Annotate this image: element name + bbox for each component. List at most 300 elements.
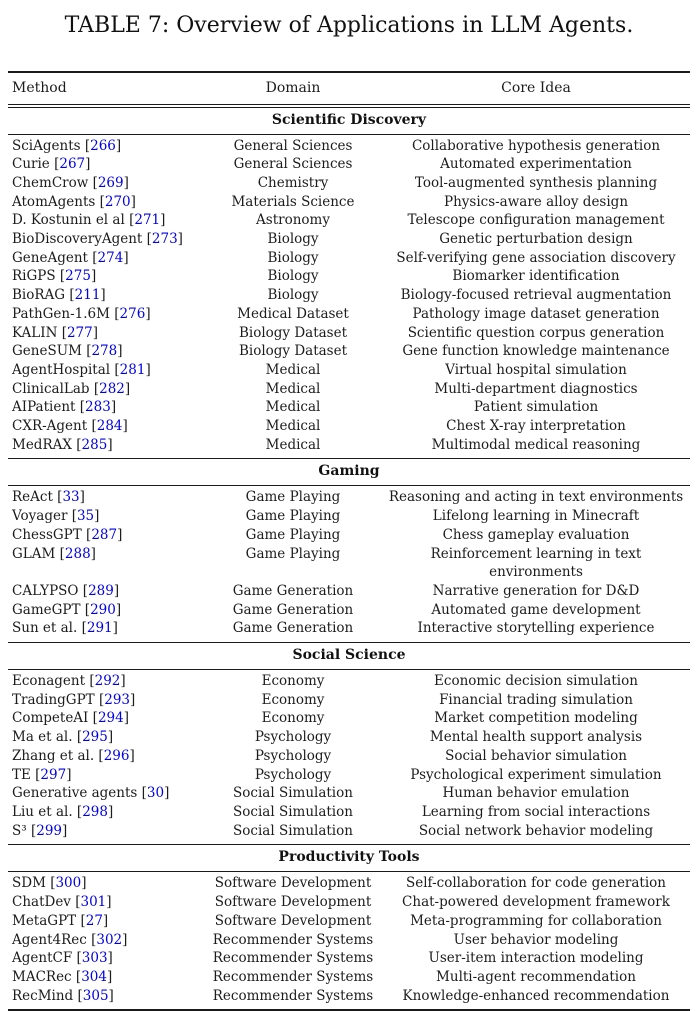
citation-link[interactable]: 273 [151,231,178,248]
method-name: GeneSUM [12,343,82,360]
cite-open-bracket: [ [72,804,83,820]
citation-link[interactable]: 285 [81,436,108,453]
method-cell [8,672,204,691]
domain-cell: Medical [265,436,321,453]
citation-link[interactable]: 296 [103,747,130,764]
cite-open-bracket: [ [110,361,120,378]
table-row [8,526,690,545]
cite-open-bracket: [ [86,931,97,948]
core-idea-cell: Multi-agent recommendation [436,968,636,985]
section-rows-social-science [8,670,690,844]
cite-open-bracket: [ [71,968,82,985]
citation-link[interactable]: 292 [94,673,121,690]
table-row [8,249,690,268]
cite-open-bracket: [ [94,747,104,764]
method-cell [8,893,204,912]
domain-cell: Software Development [214,912,372,929]
domain-cell: Economy [261,710,325,727]
core-idea-cell: Social network behavior modeling [418,822,654,839]
cite-close-bracket: ] [120,673,126,690]
cite-close-bracket: ] [122,931,128,948]
cite-close-bracket: ] [94,508,100,525]
method-cell [8,155,204,174]
cite-close-bracket: ] [130,193,136,210]
domain-cell: Medical [265,399,321,416]
cite-close-bracket: ] [81,875,87,892]
method-cell [8,874,204,893]
citation-link[interactable]: 305 [82,987,109,1004]
cite-close-bracket: ] [122,418,128,435]
cite-open-bracket: [ [45,875,56,892]
table-header-row [8,73,690,104]
citation-link[interactable]: 269 [97,174,124,191]
core-idea-cell: Psychological experiment simulation [410,766,662,783]
cite-close-bracket: ] [85,156,91,173]
core-idea-cell: Automated experimentation [440,156,632,173]
table-row [8,380,690,399]
core-idea-cell: Interactive storytelling experience [417,620,655,637]
domain-cell: Materials Science [231,193,355,210]
cite-close-bracket: ] [106,968,113,985]
cite-open-bracket: [ [30,766,41,783]
core-idea-cell: Knowledge-enhanced recommendation [402,987,670,1004]
cite-open-bracket: [ [70,894,81,911]
domain-cell: Psychology [254,766,332,783]
core-idea-cell: Multimodal medical reasoning [431,436,641,453]
method-cell [8,803,204,822]
cite-open-bracket: [ [26,822,37,839]
core-idea-cell: Chest X-ray interpretation [446,418,626,435]
core-idea-cell: Lifelong learning in Minecraft [432,508,640,525]
domain-cell: Medical Dataset [237,305,349,322]
method-cell [8,342,204,361]
method-name: ChatDev [12,894,71,911]
method-name: SciAgents [12,137,81,154]
cite-open-bracket: [ [81,343,92,360]
table-row [8,507,690,526]
table-row [8,931,690,950]
method-name: ChessGPT [12,526,82,543]
method-cell [8,193,204,212]
cite-open-bracket: [ [85,673,95,690]
method-cell [8,912,204,931]
table-row [8,417,690,436]
citation-link[interactable]: 288 [64,545,91,562]
method-cell [8,709,204,728]
core-idea-cell: Tool-augmented synthesis planning [414,174,658,191]
method-cell [8,137,204,156]
cite-close-bracket: ] [107,436,113,453]
table-row [8,342,690,361]
method-cell [8,784,204,803]
domain-cell: Astronomy [256,212,330,229]
core-idea-cell: Patient simulation [473,399,599,416]
cite-open-bracket: [ [52,489,63,506]
method-cell [8,691,204,710]
citation-link[interactable]: 282 [99,380,125,397]
citation-link[interactable]: 266 [90,137,116,154]
core-idea-cell: Reinforcement learning in text environments [430,545,642,581]
citation-link[interactable]: 267 [59,156,86,173]
method-cell [8,324,204,343]
cite-open-bracket: [ [55,268,66,285]
cite-close-bracket: ] [102,912,109,929]
cite-close-bracket: ] [145,361,151,378]
method-cell [8,931,204,950]
table-row [8,545,690,582]
core-idea-cell: Multi-department diagnostics [434,380,638,397]
cite-close-bracket: ] [129,747,135,764]
cite-open-bracket: [ [88,710,98,727]
core-idea-cell: Narrative generation for D&D [432,582,640,599]
core-idea-cell: Self-collaboration for code generation [406,875,666,892]
method-cell [8,417,204,436]
table-row [8,672,690,691]
method-cell [8,361,204,380]
citation-link[interactable]: 27 [85,912,103,929]
domain-cell: Biology Dataset [238,324,348,341]
citation-link[interactable]: 291 [86,620,113,637]
domain-cell: Game Playing [245,489,341,506]
section-rows-scientific-discovery [8,135,690,459]
citation-link[interactable]: 303 [81,950,108,967]
domain-cell: General Sciences [233,156,353,173]
method-cell [8,305,204,324]
cite-close-bracket: ] [123,710,130,727]
table-row [8,286,690,305]
cite-close-bracket: ] [112,620,118,637]
method-name: AIPatient [12,399,76,416]
core-idea-cell: Collaborative hypothesis generation [411,137,661,154]
method-cell [8,267,204,286]
domain-cell: Recommender Systems [212,987,374,1004]
method-cell [8,249,204,268]
citation-link[interactable]: 283 [85,399,111,416]
method-name: ReAct [12,489,53,506]
table-row [8,436,690,455]
method-cell [8,230,204,249]
domain-cell: Software Development [214,875,372,892]
core-idea-cell: User-item interaction modeling [428,950,644,967]
section-header-social-science: Social Science [292,647,406,664]
cite-close-bracket: ] [110,399,117,416]
col-header-domain: Domain [265,80,321,96]
method-name: D. Kostunin el al [12,212,125,229]
cite-close-bracket: ] [90,545,96,562]
method-cell [8,619,204,638]
table-row [8,766,690,785]
cite-close-bracket: ] [177,231,183,248]
cite-open-bracket: [ [81,526,92,543]
cite-close-bracket: ] [108,987,114,1004]
table-row [8,211,690,230]
method-name: RecMind [12,987,74,1004]
method-name: BioDiscoveryAgent [12,231,143,248]
domain-cell: Game Playing [245,508,341,525]
core-idea-cell: Virtual hospital simulation [445,361,627,378]
cite-open-bracket: [ [109,305,120,322]
table-row [8,968,690,987]
domain-cell: Medical [265,380,321,397]
domain-cell: Psychology [254,747,332,764]
method-name: GeneAgent [12,249,88,266]
cite-close-bracket: ] [115,137,122,154]
domain-cell: Software Development [214,894,372,911]
core-idea-cell: Economic decision simulation [434,673,638,690]
domain-cell: Psychology [254,729,332,746]
method-cell [8,174,204,193]
cite-open-bracket: [ [95,193,105,210]
cite-open-bracket: [ [142,231,152,248]
table-row [8,784,690,803]
method-name: Sun et al. [12,620,78,637]
method-cell [8,822,204,841]
method-name: ChemCrow [12,174,89,191]
core-idea-cell: Genetic perturbation design [439,231,633,248]
table-row [8,174,690,193]
cite-close-bracket: ] [107,950,113,967]
table-row [8,324,690,343]
cite-close-bracket: ] [90,268,97,285]
domain-cell: Biology [267,268,319,285]
method-name: Liu et al. [12,804,73,820]
citation-link[interactable]: 298 [82,804,108,820]
domain-cell: Social Simulation [233,785,353,802]
method-cell [8,488,204,507]
applications-table [8,71,690,1011]
citation-link[interactable]: 290 [90,601,116,618]
cite-close-bracket: ] [107,729,114,746]
cite-close-bracket: ] [66,766,72,783]
method-name: SDM [12,875,46,892]
method-name: Generative agents [12,785,138,802]
citation-link[interactable]: 274 [97,249,124,266]
domain-cell: Biology Dataset [238,343,348,360]
cite-close-bracket: ] [130,691,136,708]
table-row [8,155,690,174]
cite-open-bracket: [ [72,950,82,967]
cite-close-bracket: ] [92,324,99,341]
citation-link[interactable]: 30 [146,785,165,802]
method-cell [8,949,204,968]
method-name: CALYPSO [12,582,79,599]
cite-close-bracket: ] [123,174,129,191]
citation-link[interactable]: 211 [74,287,101,304]
method-name: KALIN [12,324,58,341]
domain-cell: General Sciences [233,137,353,154]
core-idea-cell: Chat-powered development framework [402,894,670,911]
method-name: ClinicalLab [12,380,90,397]
table-row [8,488,690,507]
method-cell [8,507,204,526]
table-row [8,728,690,747]
section-header-scientific-discovery: Scientific Discovery [271,111,427,128]
domain-cell: Game Generation [232,601,354,618]
method-name: GameGPT [12,601,81,618]
core-idea-cell: Self-verifying gene association discovery [396,249,676,266]
cite-open-bracket: [ [80,137,91,154]
cite-open-bracket: [ [72,729,83,746]
core-idea-cell: User behavior modeling [453,931,619,948]
method-name: Curie [12,156,50,173]
citation-link[interactable]: 271 [134,212,161,229]
table-row [8,691,690,710]
cite-open-bracket: [ [67,508,77,525]
citation-link[interactable]: 294 [97,710,124,727]
method-name: PathGen-1.6M [12,305,110,322]
method-cell [8,601,204,620]
core-idea-cell: Scientific question corpus generation [407,324,665,341]
cite-close-bracket: ] [123,249,129,266]
table-row [8,709,690,728]
cite-close-bracket: ] [115,601,122,618]
core-idea-cell: Meta-programming for collaboration [410,912,662,929]
table-caption: TABLE 7: Overview of Applications in LLM Agents. [64,13,634,38]
cite-close-bracket: ] [106,894,112,911]
cite-close-bracket: ] [113,582,120,599]
cite-open-bracket: [ [57,324,67,341]
method-cell [8,728,204,747]
citation-link[interactable]: 276 [119,305,146,322]
citation-link[interactable]: 275 [65,268,91,285]
section-header-productivity-tools: Productivity Tools [278,849,420,866]
table-row [8,822,690,841]
method-cell [8,987,204,1006]
method-name: CXR-Agent [12,418,88,435]
table-row [8,398,690,417]
method-cell [8,436,204,455]
section-header-gaming: Gaming [318,463,380,480]
domain-cell: Medical [265,361,321,378]
cite-open-bracket: [ [89,380,100,397]
method-name: MedRAX [12,436,72,453]
method-name: BioRAG [12,287,66,304]
cite-open-bracket: [ [73,987,83,1004]
method-name: AgentHospital [12,361,111,378]
citation-link[interactable]: 278 [91,343,118,360]
citation-link[interactable]: 302 [96,931,123,948]
core-idea-cell: Chess gameplay evaluation [442,526,630,543]
domain-cell: Social Simulation [233,804,353,820]
citation-link[interactable]: 277 [66,324,93,341]
table-row [8,361,690,380]
table-row [8,747,690,766]
core-idea-cell: Human behavior emulation [442,785,630,802]
citation-link[interactable]: 299 [36,822,63,839]
citation-link[interactable]: 304 [81,968,107,985]
table-row [8,987,690,1006]
citation-link[interactable]: 297 [40,766,67,783]
citation-link[interactable]: 270 [104,193,131,210]
method-name: Econagent [12,673,86,690]
method-cell [8,766,204,785]
method-cell [8,398,204,417]
method-name: MACRec [12,968,72,985]
citation-link[interactable]: 300 [55,875,82,892]
table-row [8,193,690,212]
table-row [8,137,690,156]
table-row [8,874,690,893]
method-name: Agent4Rec [12,931,87,948]
domain-cell: Social Simulation [233,822,353,839]
domain-cell: Economy [261,691,325,708]
citation-link[interactable]: 289 [88,582,114,599]
method-name: GLAM [12,545,56,562]
section-rows-productivity-tools [8,872,690,1009]
citation-link[interactable]: 35 [76,508,95,525]
cite-open-bracket: [ [77,620,87,637]
cite-open-bracket: [ [65,287,75,304]
cite-open-bracket: [ [49,156,60,173]
domain-cell: Recommender Systems [212,968,374,985]
method-cell [8,747,204,766]
cite-open-bracket: [ [87,249,98,266]
method-cell [8,526,204,545]
table-row [8,803,690,822]
domain-cell: Game Generation [232,620,354,637]
table-row [8,601,690,620]
method-name: TE [12,766,31,783]
domain-cell: Game Generation [232,582,354,599]
cite-close-bracket: ] [124,380,131,397]
cite-close-bracket: ] [62,822,68,839]
citation-link[interactable]: 284 [96,418,123,435]
cite-close-bracket: ] [79,489,85,506]
cite-open-bracket: [ [137,785,147,802]
citation-link[interactable]: 287 [91,526,118,543]
citation-link[interactable]: 33 [62,489,80,506]
table-row [8,305,690,324]
domain-cell: Biology [267,249,319,266]
core-idea-cell: Biology-focused retrieval augmentation [400,287,672,304]
table-row [8,893,690,912]
method-name: AtomAgents [12,193,96,210]
method-cell [8,968,204,987]
core-idea-cell: Learning from social interactions [421,804,651,820]
table-row [8,267,690,286]
domain-cell: Game Playing [245,526,341,543]
method-name: S³ [12,822,27,839]
core-idea-cell: Reasoning and acting in text environments [388,489,684,506]
cite-open-bracket: [ [87,418,97,435]
cite-close-bracket: ] [117,526,123,543]
core-idea-cell: Pathology image dataset generation [412,305,660,322]
method-name: RiGPS [12,268,56,285]
method-cell [8,380,204,399]
method-cell [8,545,204,564]
cite-open-bracket: [ [75,399,86,416]
cite-open-bracket: [ [88,174,98,191]
citation-link[interactable]: 293 [104,691,131,708]
method-name: AgentCF [12,950,73,967]
core-idea-cell: Financial trading simulation [439,691,633,708]
method-name: TradingGPT [12,691,95,708]
domain-cell: Medical [265,418,321,435]
citation-link[interactable]: 295 [82,729,108,746]
domain-cell: Economy [261,673,325,690]
citation-link[interactable]: 301 [80,894,107,911]
cite-open-bracket: [ [71,436,82,453]
section-rows-gaming [8,486,690,642]
cite-close-bracket: ] [164,785,170,802]
method-name: Zhang et al. [12,747,95,764]
method-cell [8,582,204,601]
table-body [8,108,690,1010]
domain-cell: Biology [267,231,319,248]
cite-open-bracket: [ [76,912,86,929]
cite-close-bracket: ] [117,343,123,360]
citation-link[interactable]: 281 [119,361,146,378]
